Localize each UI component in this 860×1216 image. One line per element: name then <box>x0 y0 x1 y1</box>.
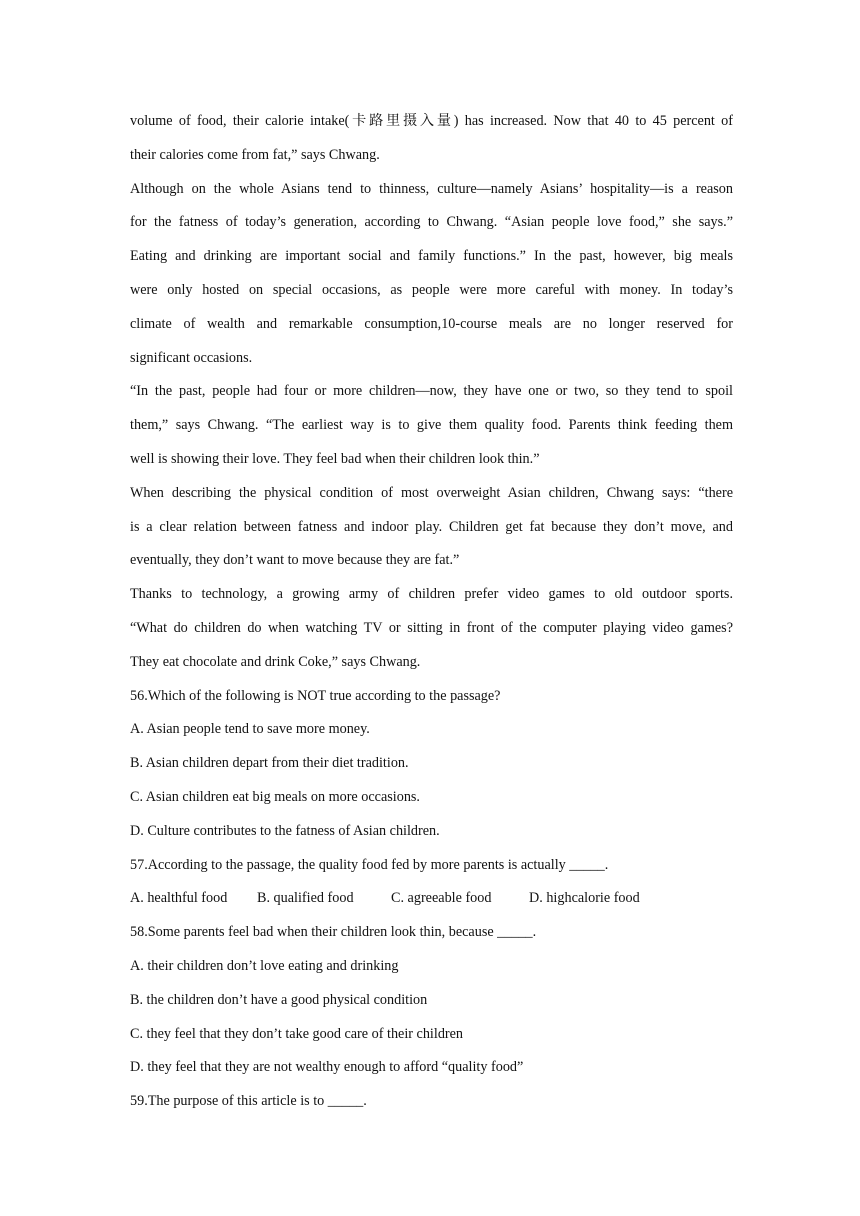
answer-option: B. Asian children depart from their diet tradition. <box>130 755 409 772</box>
answer-option: C. agreeable food <box>391 890 492 907</box>
passage-line: Eating and drinking are important social and family functions.” In the past, however, big meals <box>130 248 733 265</box>
answer-option: C. they feel that they don’t take good care of their children <box>130 1025 464 1042</box>
passage-line: climate of wealth and remarkable consumption,10-course meals are no longer reserved for <box>130 315 733 332</box>
passage-line: Thanks to technology, a growing army of children prefer video games to old outdoor sports. <box>130 586 733 603</box>
passage-line: Although on the whole Asians tend to thinness, culture—namely Asians’ hospitality—is a reason <box>130 180 733 197</box>
document-page <box>130 105 733 1119</box>
question-text: 57.According to the passage, the quality food fed by more parents is actually _____. <box>130 856 609 873</box>
question-57 <box>130 849 733 917</box>
passage-line: for the fatness of today’s generation, according to Chwang. “Asian people love food,” she says.” <box>130 214 733 231</box>
answer-option: D. highcalorie food <box>529 890 640 907</box>
question-text: 56.Which of the following is NOT true according to the passage? <box>130 687 501 704</box>
question-text: 59.The purpose of this article is to _____. <box>130 1093 367 1110</box>
passage-line: is a clear relation between fatness and indoor play. Children get fat because they don’t move, and <box>130 518 733 535</box>
answer-option: D. Culture contributes to the fatness of Asian children. <box>130 822 440 839</box>
question-58 <box>130 916 733 1085</box>
question-59 <box>130 1085 733 1119</box>
passage-line: “What do children do when watching TV or sitting in front of the computer playing video games? <box>130 619 733 636</box>
passage-line: them,” says Chwang. “The earliest way is to give them quality food. Parents think feeding them <box>130 417 733 434</box>
answer-option: A. Asian people tend to save more money. <box>130 721 370 738</box>
passage-line: eventually, they don’t want to move because they are fat.” <box>130 552 460 569</box>
passage-line: “In the past, people had four or more children—now, they have one or two, so they tend to spoil <box>130 383 733 400</box>
answer-option: B. the children don’t have a good physical condition <box>130 991 428 1008</box>
passage-line: their calories come from fat,” says Chwang. <box>130 146 380 163</box>
answer-option: D. they feel that they are not wealthy enough to afford “quality food” <box>130 1059 524 1076</box>
passage-line: They eat chocolate and drink Coke,” says Chwang. <box>130 653 421 670</box>
question-text: 58.Some parents feel bad when their children look thin, because _____. <box>130 924 537 941</box>
passage-line: volume of food, their calorie intake(卡路里摄入量) has increased. Now that 40 to 45 percent of <box>130 113 733 129</box>
answer-option: B. qualified food <box>257 890 354 907</box>
answer-option: C. Asian children eat big meals on more occasions. <box>130 788 420 805</box>
passage-line: significant occasions. <box>130 349 253 366</box>
passage-line: When describing the physical condition of most overweight Asian children, Chwang says: “there <box>130 484 733 501</box>
answer-option: A. healthful food <box>130 890 228 907</box>
answer-option: A. their children don’t love eating and drinking <box>130 957 399 974</box>
passage-line: well is showing their love. They feel bad when their children look thin.” <box>130 450 540 467</box>
passage-line: were only hosted on special occasions, as people were more careful with money. In today’s <box>130 281 733 298</box>
passage <box>130 105 733 680</box>
answer-options-row <box>130 882 733 916</box>
question-56 <box>130 680 733 849</box>
